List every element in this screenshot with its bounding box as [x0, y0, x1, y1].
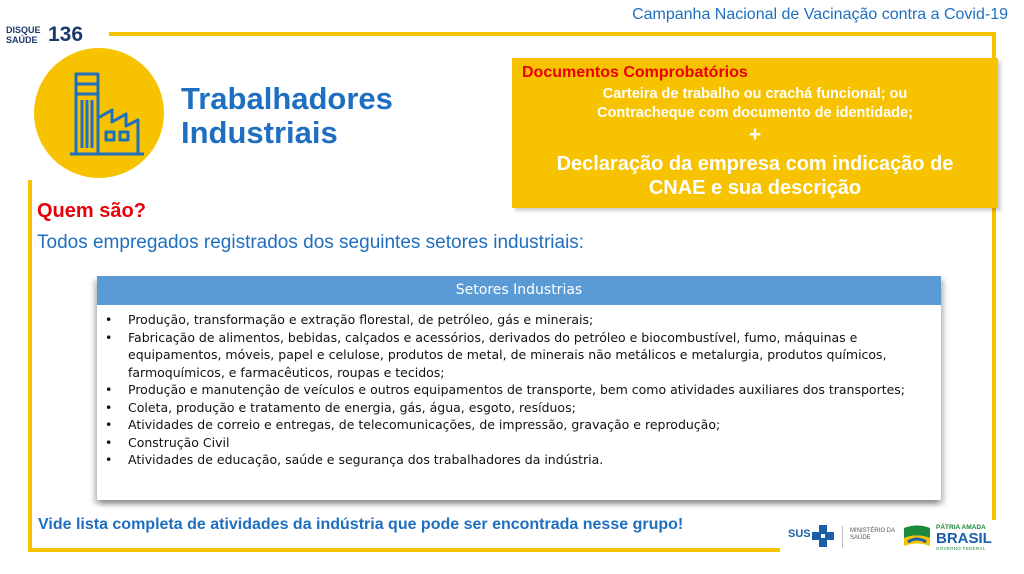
disque-number: 136	[48, 23, 84, 46]
sectors-header: Setores Industrias	[97, 276, 941, 305]
sectors-list	[97, 311, 941, 469]
brasil-text: BRASIL	[936, 530, 992, 547]
page-title-line1: Trabalhadores	[181, 81, 393, 116]
government-logos	[780, 520, 1000, 554]
page-title-line2: Industriais	[181, 115, 338, 150]
list-item: • Fabricação de alimentos, bebidas, calçados e acessórios, derivados do petróleo e biocombustível, fumo, máquinas e equipamentos, móveis, papel e celulose, produtos de metal, de minerais não metálicos e metalurgia, produtos químicos, farmoquímicos, e farmacêuticos, roupas e tecidos;	[105, 329, 887, 380]
documents-box	[512, 58, 998, 208]
disque-label: DISQUE	[6, 25, 41, 35]
campaign-title: Campanha Nacional de Vacinação contra a Covid-19	[632, 6, 1008, 23]
factory-icon	[34, 48, 164, 178]
list-item: • Produção e manutenção de veículos e outros equipamentos de transporte, bem como atividades auxiliares dos transportes;	[105, 382, 906, 397]
who-intro: Todos empregados registrados dos seguintes setores industriais:	[37, 232, 585, 253]
ministerio-saude-logo: MINISTÉRIO DA SAÚDE	[850, 528, 896, 541]
documents-line1: Carteira de trabalho ou crachá funcional; ou	[602, 86, 908, 102]
list-item: • Atividades de correio e entregas, de telecomunicações, de impressão, gravação e reprodução;	[105, 417, 721, 432]
disque-saude-logo	[6, 24, 110, 46]
frame-top-border	[109, 32, 996, 36]
sectors-table	[97, 276, 941, 500]
saude-label: SAÚDE	[6, 35, 38, 45]
brasil-flag-icon	[902, 524, 932, 550]
sus-logo-text: SUS	[788, 528, 811, 540]
documents-line4: CNAE e sua descrição	[648, 177, 862, 199]
documents-heading: Documentos Comprobatórios	[522, 64, 748, 81]
documents-plus: +	[748, 123, 762, 146]
list-item: • Coleta, produção e tratamento de energia, gás, água, esgoto, resíduos;	[105, 399, 576, 415]
logo-separator	[842, 526, 843, 548]
documents-line3: Declaração da empresa com indicação de	[556, 153, 954, 175]
list-item: • Atividades de educação, saúde e segurança dos trabalhadores da indústria.	[105, 452, 604, 467]
documents-line2: Contracheque com documento de identidade;	[597, 105, 913, 121]
frame-left-border	[28, 180, 32, 552]
page-title	[181, 82, 393, 150]
list-item: • Construção Civil	[105, 434, 230, 450]
title-icon-circle	[34, 48, 164, 178]
who-heading: Quem são?	[37, 200, 146, 222]
governo-federal-text: GOVERNO FEDERAL	[936, 546, 986, 551]
sus-cross-icon	[810, 523, 836, 549]
patria-amada-text: PÁTRIA AMADA	[936, 524, 986, 531]
list-item: • Produção, transformação e extração florestal, de petróleo, gás e minerais;	[105, 312, 594, 327]
footer-note-link[interactable]: Vide lista completa de atividades da indústria que pode ser encontrada nesse grupo!	[38, 516, 684, 533]
